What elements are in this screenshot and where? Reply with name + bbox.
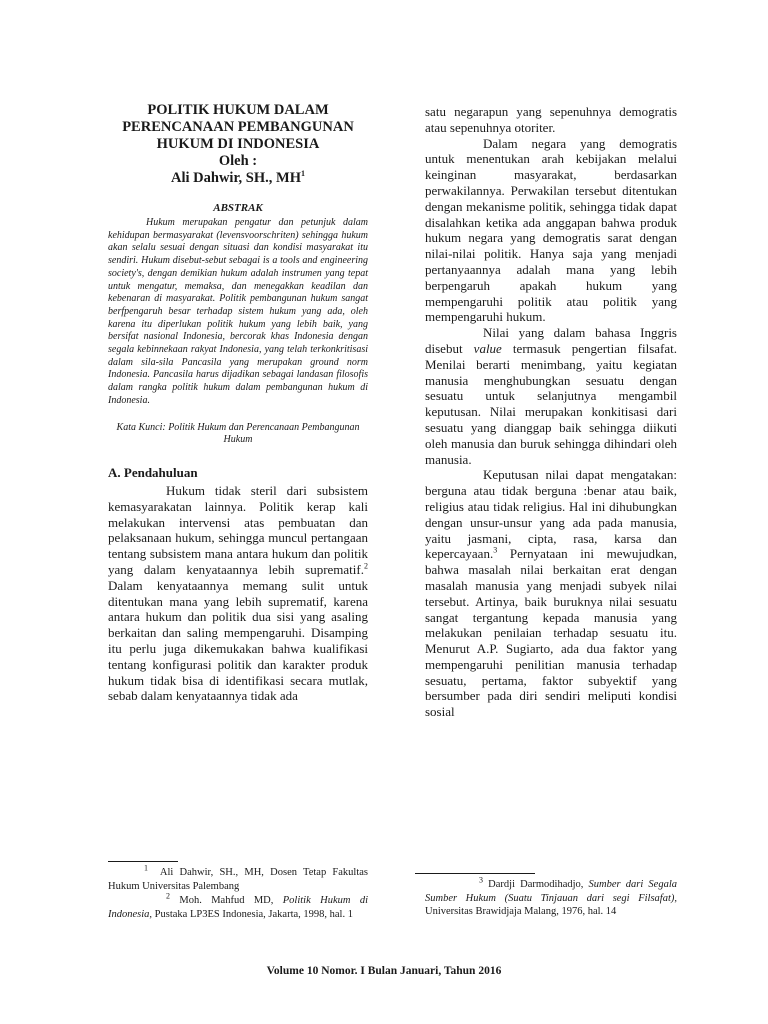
footnote-2-title: Politik Hukum di Indonesia,: [108, 895, 368, 920]
footnote-2-text-b: Pustaka LP3ES Indonesia, Jakarta, 1998, hal. 1: [152, 908, 353, 920]
left-column: [108, 102, 368, 704]
intro-paragraph: [108, 483, 368, 704]
value-text-b: termasuk pengertian filsafat. Menilai berarti menimbang, yaitu kegiatan manusia menghubungkan sesuatu dengan sesuatu untuk selanjutnya mengambil keputusan. Nilai merupakan konkitisasi dari sesuatu yang dianggap baik sehingga diikuti oleh manusia dan buruk sehingga dihindari oleh manusia.: [425, 340, 678, 467]
footnote-3: [425, 875, 677, 919]
footnote-rule-right: [415, 873, 535, 874]
title-line-3: HUKUM DI INDONESIA: [156, 136, 320, 152]
abstract-text: Hukum merupakan pengatur dan petunjuk dalam kehidupan bermasyarakat (levensvoorschriten) sehingga hukum akan selalu sesuai dengan situasi dan kondisi masyarakat itu sendiri. Hukum disebut-sebut sebagai is a tools and engineering society's, dengan demikian hukum adalah instrumen yang tepat untuk mengatur, memaksa, dan menegakkan keadilan dan kebenaran di masyarakat. Politik pembangunan hukum sangat berfpengaruh besar terhadap sistem hukum yang ada, oleh karena itu diperlukan politik hukum yang lebih baik, yang bersifat nasional Indonesia, bercorak khas Indonesia dengan segala kebinnekaan rakyat Indonesia, yang telah terkonkritisasi dalam sila-sila Pancasila yang merupakan ground norm Indonesia. Pancasila harus dijadikan sebagai landasan filosofis dalam rangka politik hukum dalam pembangunan hukum di Indonesia.: [108, 217, 368, 406]
title-line-1: POLITIK HUKUM DALAM: [147, 102, 329, 118]
footnote-3-text-a: Dardji Darmodihadjo,: [488, 879, 589, 890]
right-column: [425, 104, 677, 720]
section-heading: A. Pendahuluan: [108, 464, 198, 480]
keywords: Kata Kunci: Politik Hukum dan Perencanaan Pembangunan Hukum: [116, 421, 360, 446]
author-name: Ali Dahwir, SH., MH: [171, 170, 301, 186]
value-text-a: Nilai yang dalam bahasa Inggris disebut: [425, 325, 677, 356]
footnote-3-mark: 3: [479, 875, 483, 885]
footnote-1: [108, 863, 369, 893]
right-paragraph-2: Dalam negara yang demogratis untuk menentukan arah kebijakan melalui keinginan masyarakat, berdasarkan perwakilannya. Perwakilan tersebut ditentukan dengan mekanisme politik, sehingga tidak dapat disalahkan ketika ada anggapan bahwa produk hukum negara yang demogratis sarat dengan nilai-nilai politik. Hanya saja yang menjadi pertanyaannya adalah mana yang lebih berpengaruh apakah hukum yang mempengaruhi politik atau politik yang mempengaruhi hukum.: [425, 135, 677, 325]
right-paragraph-4: [425, 467, 677, 720]
title-oleh: Oleh :: [218, 153, 258, 169]
value-term: value: [473, 340, 502, 356]
abstract-heading: ABSTRAK: [213, 202, 263, 214]
author-footnote-mark[interactable]: 1: [300, 169, 305, 179]
footnote-2-text-a: Moh. Mahfud MD,: [179, 895, 283, 906]
title-line-2: PERENCANAAN PEMBANGUNAN: [122, 119, 354, 135]
decision-text-b: Pernyataan ini mewujudkan, bahwa masalah nilai berkaitan erat dengan masalah manusia yang menjadi subyek nilai tersebut. Artinya, baik buruknya nilai sesuatu sangat tergantung kepada manusia yang melakukan penilaian terhadap sesuatu itu. Menurut A.P. Sugiarto, ada dua faktor yang mempengaruhi penilitian manusia terhadap sesuatu, pertama, faktor subyektif yang bersumber pada diri sendiri meliputi kondisi sosial: [425, 546, 677, 720]
footnote-3-title: Sumber dari Segala Sumber Hukum (Suatu Tinjauan dari segi Filsafat),: [425, 879, 677, 904]
right-paragraph-1: satu negarapun yang sepenuhnya demogratis atau sepenuhnya otoriter.: [425, 104, 677, 135]
decision-text-a: Keputusan nilai dapat mengatakan: berguna atau tidak berguna :benar atau baik, religius atau tidak religius. Hal ini dihubungkan dengan unsur-unsur yang ada pada manusia, yaitu jasmani, cipta, rasa, karsa dan kepercayaan.: [425, 467, 677, 562]
footnote-1-text: Ali Dahwir, SH., MH, Dosen Tetap Fakultas Hukum Universitas Palembang: [108, 867, 369, 892]
footnote-2-mark: 2: [166, 891, 170, 901]
intro-text-1: Hukum tidak steril dari subsistem kemasyarakatan lainnya. Politik kerap kali melakukan intervensi atas pembuatan dan pelaksanaan hukum, sehingga muncul pertangaan tentang subsistem mana antara hukum dan politik yang dalam kenyataannya lebih suprematif.: [108, 482, 368, 577]
page-footer: Volume 10 Nomor. I Bulan Januari, Tahun 2016: [266, 965, 502, 977]
footnote-3-text-b: Universitas Brawidjaja Malang, 1976, hal. 14: [425, 906, 617, 917]
footnote-1-mark: 1: [144, 863, 148, 873]
footnote-2: [108, 891, 368, 921]
footnote-rule-left: [108, 861, 178, 862]
footnote-mark-3[interactable]: 3: [493, 545, 498, 555]
intro-text-2: Dalam kenyataannya memang sulit untuk ditentukan mana yang lebih suprematif, karena antara hukum dan politik dua sisi yang asaling berkaitan dan saling mempengaruhi. Disamping itu perlu juga dikemukakan bahwa kualifikasi tentang konfigurasi politik dan karakter produk hukum tidak bisa di identifikasi secara mutlak, sebab dalam kenyataannya tidak ada: [108, 577, 368, 704]
author-line: [108, 170, 368, 187]
footnote-mark-2[interactable]: 2: [364, 561, 368, 571]
right-paragraph-3: [425, 325, 677, 467]
